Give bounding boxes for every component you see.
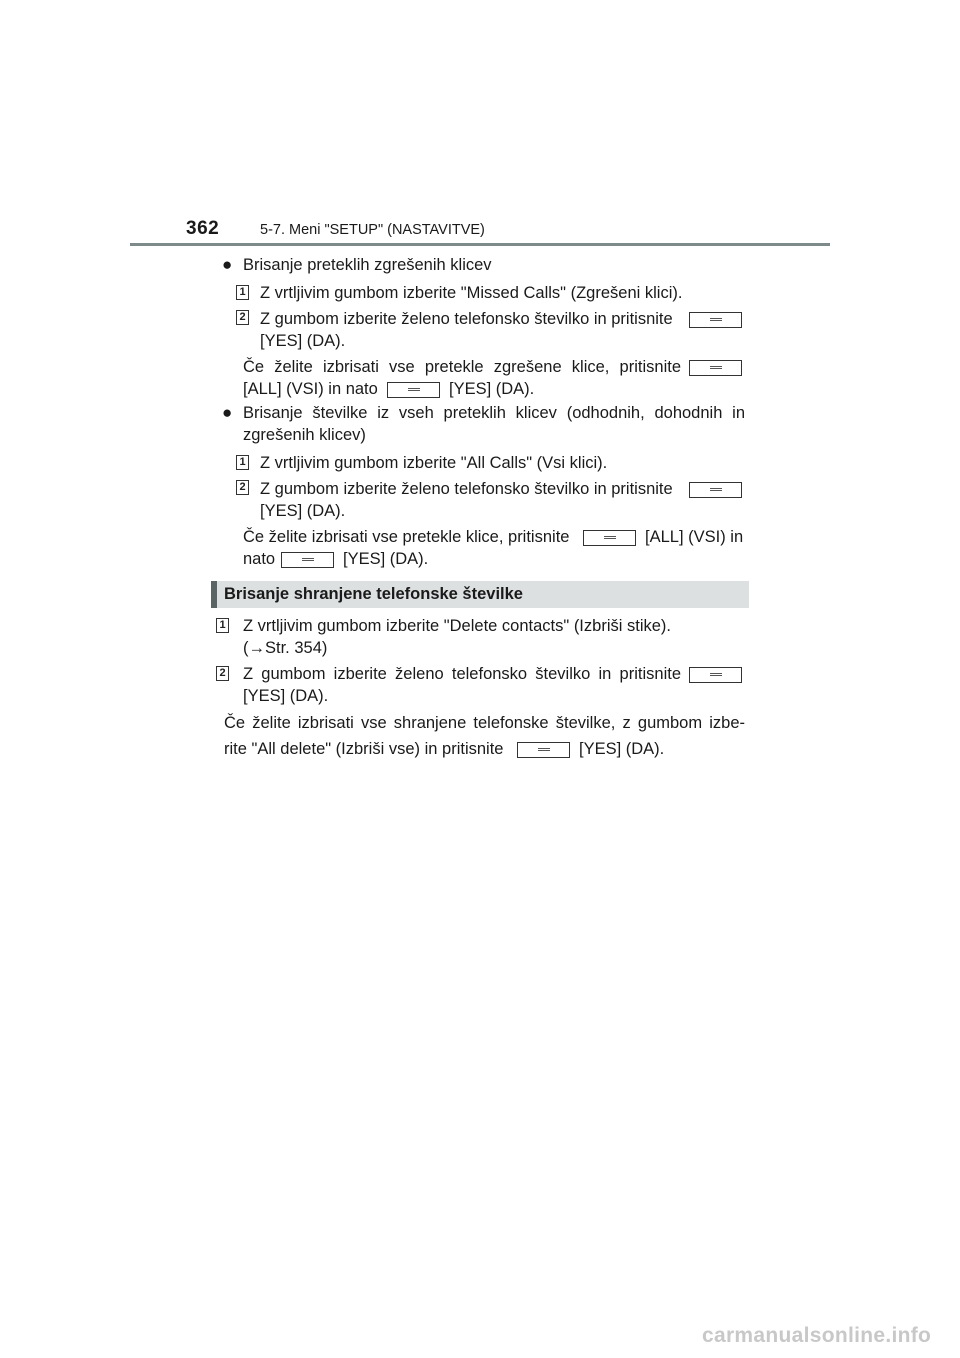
block2-title: Brisanje številke iz vseh preteklih klicev (odhodnih, dohodnih in: [243, 404, 745, 422]
enter-button-icon: [689, 360, 742, 376]
header-divider: [130, 243, 830, 246]
block2-step1-text: Z vrtljivim gumbom izberite "All Calls" (Vsi klici).: [260, 454, 608, 472]
step-1-icon: 1: [216, 618, 229, 633]
enter-button-icon: [281, 552, 334, 568]
block2-note: Če želite izbrisati vse pretekle klice, pritisnite: [243, 528, 570, 546]
block1-note: Če želite izbrisati vse pretekle zgrešene klice, pritisnite: [243, 358, 681, 376]
subsection-note-end: [YES] (DA).: [579, 740, 665, 758]
step-2-icon: 2: [236, 480, 249, 495]
subsection-title: Brisanje shranjene telefonske številke: [224, 585, 523, 603]
step-2-icon: 2: [216, 666, 229, 681]
block1-note-end: [YES] (DA).: [449, 380, 535, 398]
enter-button-icon: [583, 530, 636, 546]
bullet-icon: ●: [222, 255, 233, 274]
enter-button-icon: [387, 382, 440, 398]
block2-note-mid: [ALL] (VSI) in: [645, 528, 744, 546]
subsection-step1-text: Z vrtljivim gumbom izberite "Delete contacts" (Izbriši stike).: [243, 617, 671, 635]
page-number: 362: [186, 218, 220, 239]
block2-step2-text: Z gumbom izberite želeno telefonsko številko in pritisnite: [260, 480, 673, 498]
block1-step2-text: Z gumbom izberite želeno telefonsko številko in pritisnite: [260, 310, 673, 328]
subsection-step2-text: Z gumbom izberite želeno telefonsko številko in pritisnite: [243, 665, 681, 683]
enter-button-icon: [689, 667, 742, 683]
subsection-note: Če želite izbrisati vse shranjene telefonske številke, z gumbom izbe-: [224, 714, 745, 732]
enter-button-icon: [689, 312, 742, 328]
step-1-icon: 1: [236, 455, 249, 470]
subsection-accent-bar: [211, 581, 217, 608]
block1-step1-text: Z vrtljivim gumbom izberite "Missed Calls" (Zgrešeni klici).: [260, 284, 683, 302]
enter-button-icon: [689, 482, 742, 498]
subsection-step2-text-cont: [YES] (DA).: [243, 687, 329, 705]
bullet-icon: ●: [222, 403, 233, 422]
block2-title-cont: zgrešenih klicev): [243, 426, 366, 444]
block1-note-cont: [ALL] (VSI) in nato: [243, 380, 378, 398]
subsection-note-cont: rite "All delete" (Izbriši vse) in pritisnite: [224, 740, 504, 758]
step-2-icon: 2: [236, 310, 249, 325]
block2-note-cont: nato: [243, 550, 276, 568]
block1-title: Brisanje preteklih zgrešenih klicev: [243, 256, 492, 274]
block2-step2-text-cont: [YES] (DA).: [260, 502, 346, 520]
enter-button-icon: [517, 742, 570, 758]
step-1-icon: 1: [236, 285, 249, 300]
watermark: carmanualsonline.info: [702, 1324, 932, 1347]
section-title: 5-7. Meni "SETUP" (NASTAVITVE): [260, 222, 485, 238]
subsection-step1-ref: (→Str. 354): [243, 639, 328, 657]
block1-step2-text-cont: [YES] (DA).: [260, 332, 346, 350]
block2-note-end: [YES] (DA).: [343, 550, 429, 568]
